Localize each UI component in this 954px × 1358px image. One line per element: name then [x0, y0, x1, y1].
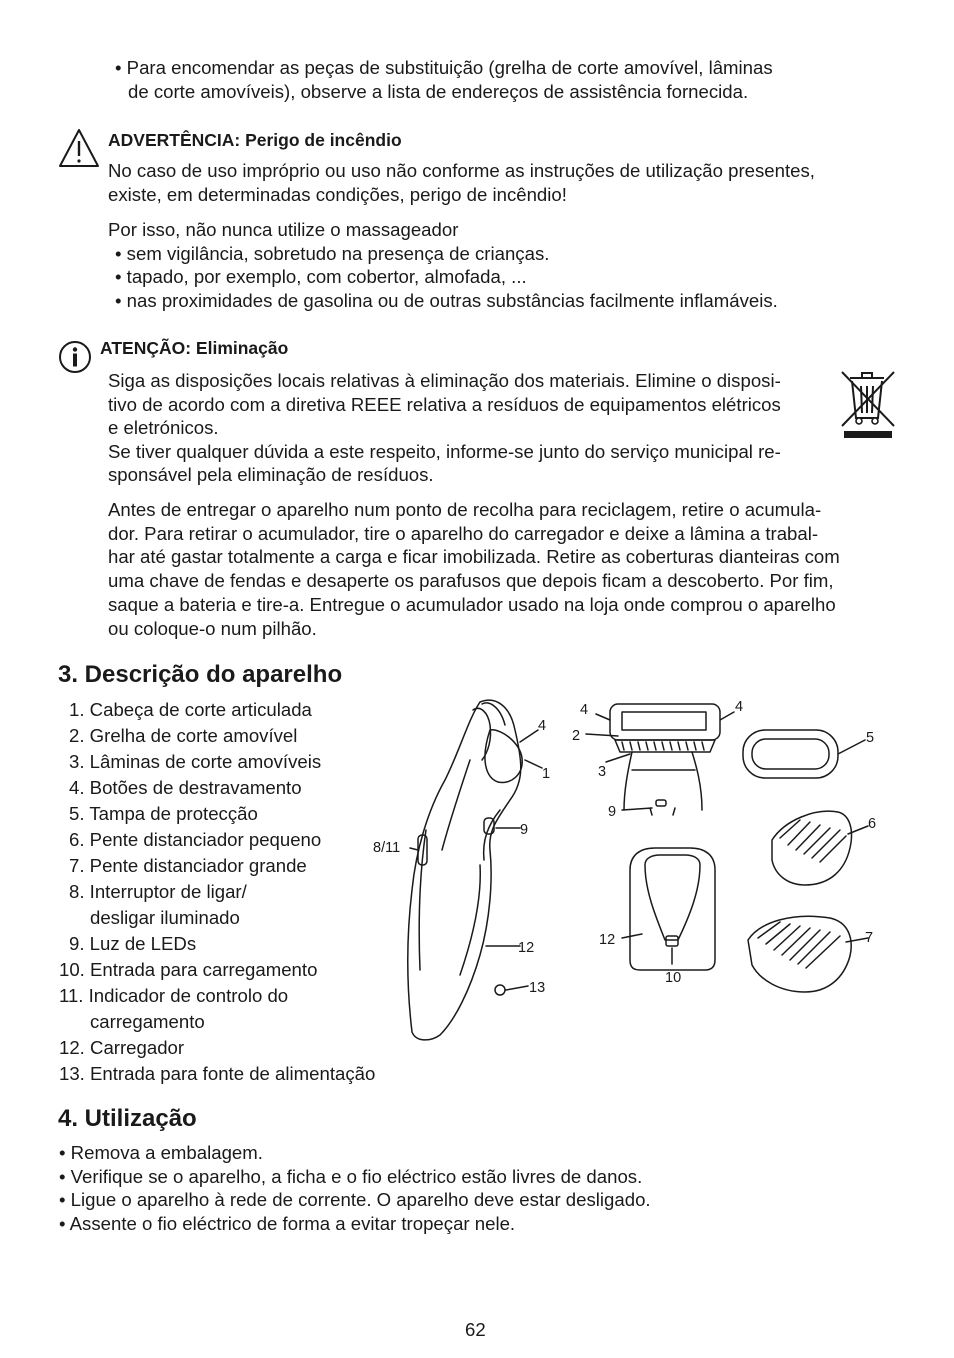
part-item-10: 10. Entrada para carregamento	[59, 959, 318, 980]
info-circle-icon	[58, 340, 92, 374]
warning-bullet-3: • nas proximidades de gasolina ou de outras substâncias facilmente inflamáveis.	[115, 290, 778, 311]
part-item-11: 11. Indicador de controlo do	[59, 985, 289, 1006]
attention-line-2: tivo de acordo com a diretiva REEE relativa a resíduos de equipamentos elétricos	[108, 394, 781, 415]
attention-title: ATENÇÃO: Eliminação	[100, 338, 289, 358]
warning-triangle-icon	[58, 128, 100, 168]
usage-bullet-4: • Assente o fio eléctrico de forma a evitar tropeçar nele.	[59, 1213, 516, 1234]
figure-label-2: 2	[572, 728, 581, 744]
part-item-12: 12. Carregador	[59, 1037, 185, 1058]
attention-para2-line-5: saque a bateria e tire-a. Entregue o acumulador usado na loja onde comprou o aparelho	[108, 594, 836, 615]
figure-label-9: 9	[520, 822, 529, 838]
attention-para2-line-1: Antes de entregar o aparelho num ponto de recolha para reciclagem, retire o acumula-	[108, 499, 822, 520]
intro-bullet-line-2: de corte amovíveis), observe a lista de endereços de assistência fornecida.	[128, 81, 749, 102]
small-comb	[772, 811, 852, 885]
device-body	[408, 700, 522, 1040]
section3-heading: 3. Descrição do aparelho	[58, 661, 343, 688]
part-item-4: 4. Botões de destravamento	[69, 777, 302, 798]
part-item-3: 3. Lâminas de corte amovíveis	[69, 751, 322, 772]
figure-label-4b: 4	[580, 702, 589, 718]
figure-label-12: 12	[518, 940, 535, 956]
figure-label-8-11: 8/11	[373, 840, 401, 856]
part-item-8-cont: desligar iluminado	[90, 907, 240, 928]
shaving-head	[610, 704, 720, 815]
usage-bullet-3: • Ligue o aparelho à rede de corrente. O aparelho deve estar desligado.	[59, 1189, 651, 1210]
figure-label-9b: 9	[608, 804, 617, 820]
figure-label-7: 7	[865, 930, 874, 946]
warning-line-2: existe, em determinadas condições, perigo de incêndio!	[108, 184, 567, 205]
attention-para2-line-4: uma chave de fendas e desaperte os parafusos que depois ficam a descoberto. Por fim,	[108, 570, 834, 591]
attention-line-5: sponsável pela eliminação de resíduos.	[108, 464, 434, 485]
figure-label-4c: 4	[735, 699, 744, 715]
part-item-9: 9. Luz de LEDs	[69, 933, 197, 954]
figure-label-12b: 12	[599, 932, 616, 948]
crossed-bin-icon	[838, 368, 898, 442]
part-item-6: 6. Pente distanciador pequeno	[69, 829, 322, 850]
attention-para2-line-2: dor. Para retirar o acumulador, tire o aparelho do carregador e deixe a lâmina a trabal-	[108, 523, 819, 544]
part-item-13: 13. Entrada para fonte de alimentação	[59, 1063, 376, 1084]
figure-label-13: 13	[529, 980, 546, 996]
figure-label-3: 3	[598, 764, 607, 780]
figure-label-6: 6	[868, 816, 877, 832]
page-number: 62	[465, 1319, 486, 1340]
part-item-2: 2. Grelha de corte amovível	[69, 725, 298, 746]
warning-line-1: No caso de uso impróprio ou uso não conforme as instruções de utilização presentes,	[108, 160, 815, 181]
warning-bullet-1: • sem vigilância, sobretudo na presença de crianças.	[115, 243, 550, 264]
device-figure	[360, 690, 900, 1050]
warning-lead: Por isso, não nunca utilize o massageador	[108, 219, 459, 240]
part-item-5: 5. Tampa de protecção	[69, 803, 258, 824]
attention-line-3: e eletrónicos.	[108, 417, 219, 438]
warning-bullet-2: • tapado, por exemplo, com cobertor, almofada, ...	[115, 266, 527, 287]
intro-bullet-line-1: • Para encomendar as peças de substituição (grelha de corte amovível, lâminas	[115, 57, 773, 78]
part-item-7: 7. Pente distanciador grande	[69, 855, 307, 876]
usage-bullet-2: • Verifique se o aparelho, a ficha e o fio eléctrico estão livres de danos.	[59, 1166, 643, 1187]
attention-para2-line-3: har até gastar totalmente a carga e ficar imobilizada. Retire as coberturas dianteiras com	[108, 546, 840, 567]
attention-line-4: Se tiver qualquer dúvida a este respeito, informe-se junto do serviço municipal re-	[108, 441, 781, 462]
part-item-11-cont: carregamento	[90, 1011, 205, 1032]
figure-label-10: 10	[665, 970, 682, 986]
large-comb	[748, 916, 851, 992]
usage-bullet-1: • Remova a embalagem.	[59, 1142, 263, 1163]
figure-label-1: 1	[542, 766, 551, 782]
part-item-8: 8. Interruptor de ligar/	[69, 881, 247, 902]
warning-title: ADVERTÊNCIA: Perigo de incêndio	[108, 130, 402, 150]
part-item-1: 1. Cabeça de corte articulada	[69, 699, 312, 720]
attention-line-1: Siga as disposições locais relativas à eliminação dos materiais. Elimine o disposi-	[108, 370, 781, 391]
figure-label-5: 5	[866, 730, 875, 746]
attention-para2-line-6: ou coloque-o num pilhão.	[108, 618, 317, 639]
protective-cap	[743, 730, 838, 778]
figure-label-4: 4	[538, 718, 547, 734]
section4-heading: 4. Utilização	[58, 1105, 197, 1132]
